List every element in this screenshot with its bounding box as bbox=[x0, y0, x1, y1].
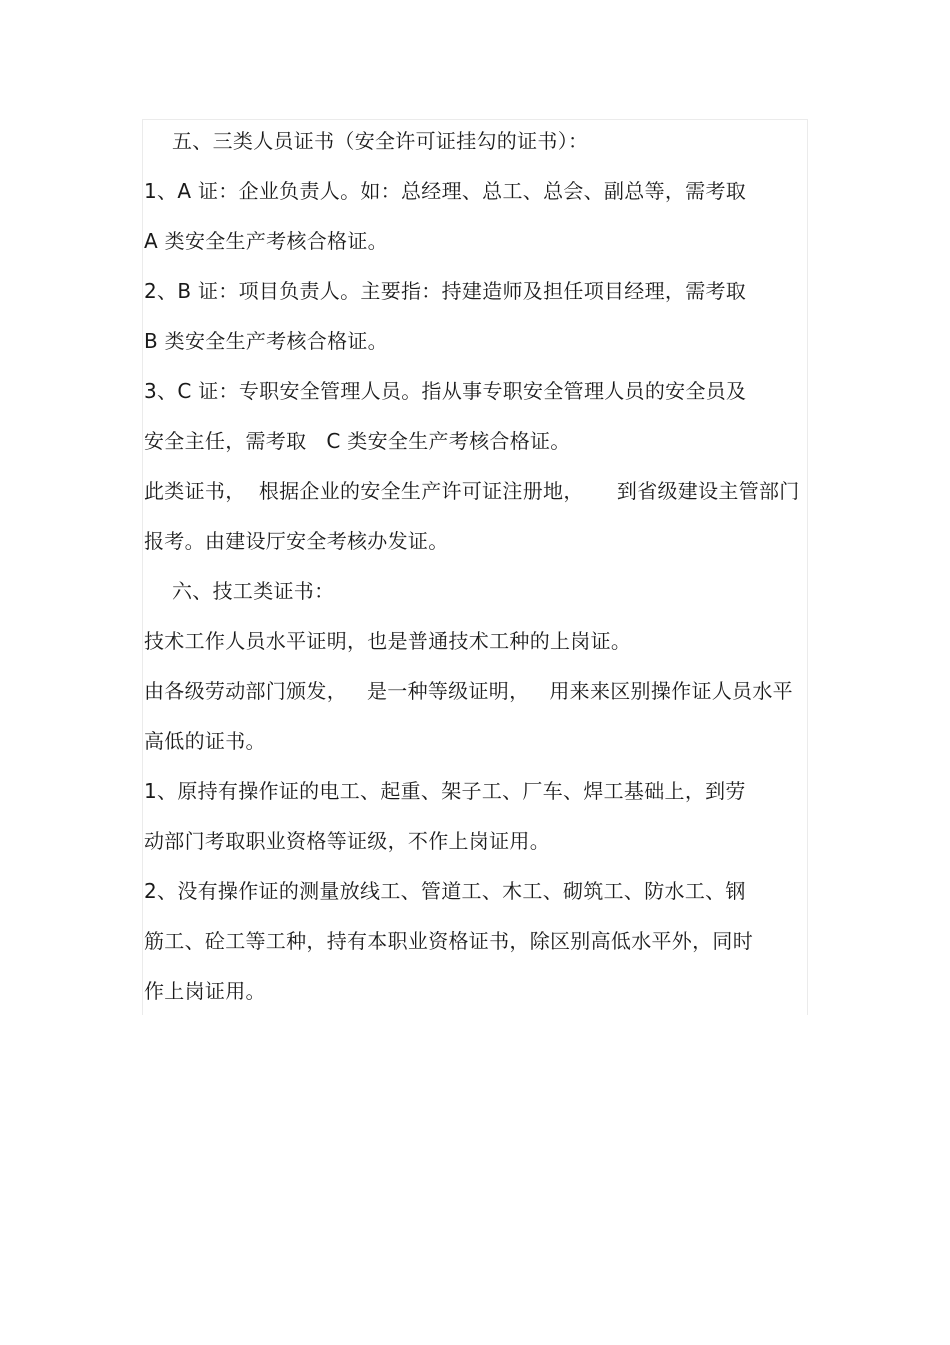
paragraph-line: 报考。由建设厅安全考核办发证。 bbox=[144, 529, 449, 553]
paragraph-line: 技术工作人员水平证明，也是普通技术工种的上岗证。 bbox=[144, 629, 632, 653]
paragraph-line: 动部门考取职业资格等证级，不作上岗证用。 bbox=[144, 829, 550, 853]
paragraph-line: 安全主任，需考取 C 类安全生产考核合格证。 bbox=[144, 429, 571, 453]
paragraph-line: 筋工、砼工等工种，持有本职业资格证书，除区别高低水平外，同时 bbox=[144, 929, 753, 953]
heading-section-five: 五、三类人员证书（安全许可证挂勾的证书）： bbox=[172, 129, 589, 153]
paragraph-line: A 类安全生产考核合格证。 bbox=[144, 229, 388, 253]
paragraph-line: 由各级劳动部门颁发， 是一种等级证明， 用来来区别操作证人员水平 bbox=[144, 679, 793, 703]
paragraph-line: 2、B 证：项目负责人。主要指：持建造师及担任项目经理，需考取 bbox=[144, 279, 747, 303]
paragraph-line: B 类安全生产考核合格证。 bbox=[144, 329, 388, 353]
heading-section-six: 六、技工类证书： bbox=[172, 579, 335, 603]
paragraph-line: 1、原持有操作证的电工、起重、架子工、厂车、焊工基础上，到劳 bbox=[144, 779, 746, 803]
paragraph-line: 3、C 证：专职安全管理人员。指从事专职安全管理人员的安全员及 bbox=[144, 379, 747, 403]
paragraph-line: 高低的证书。 bbox=[144, 729, 266, 753]
paragraph-line: 作上岗证用。 bbox=[144, 979, 266, 1003]
paragraph-line: 2、没有操作证的测量放线工、管道工、木工、砌筑工、防水工、钢 bbox=[144, 879, 746, 903]
paragraph-line: 1、A 证：企业负责人。如：总经理、总工、总会、副总等，需考取 bbox=[144, 179, 747, 203]
paragraph-line: 此类证书， 根据企业的安全生产许可证注册地， 到省级建设主管部门 bbox=[144, 479, 800, 503]
